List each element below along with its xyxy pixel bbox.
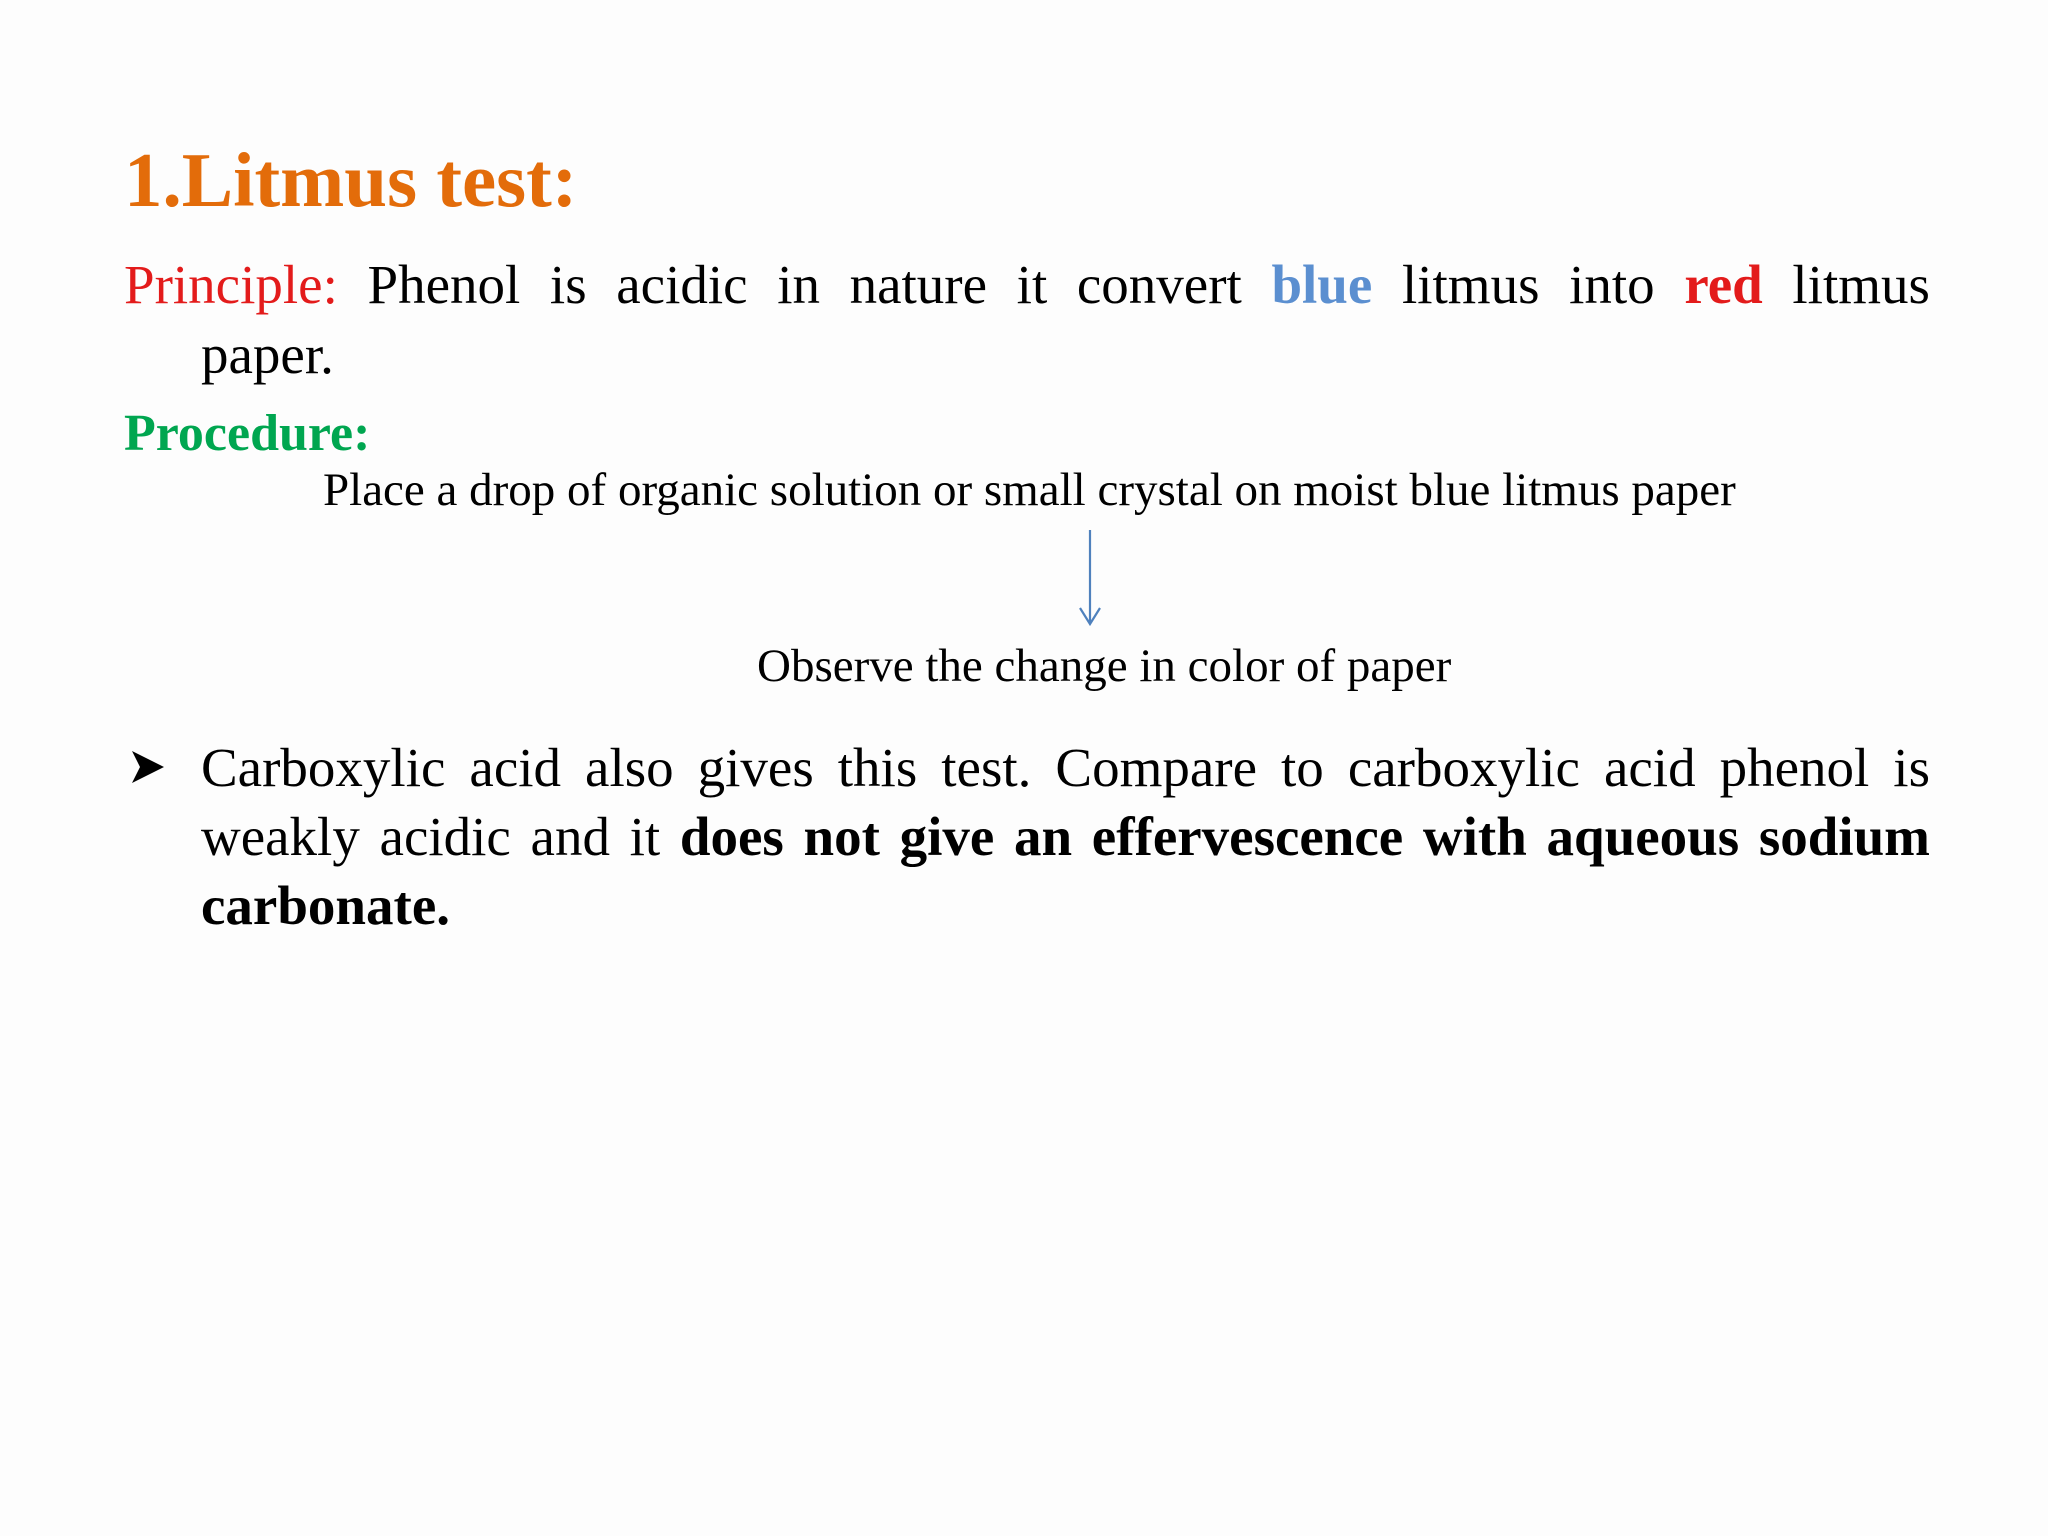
slide-title: 1.Litmus test: (124, 137, 578, 223)
procedure-step-1: Place a drop of organic solution or small crystal on moist blue litmus paper (323, 464, 1736, 516)
principle-word: Phenol (367, 254, 521, 315)
note-text (201, 733, 1930, 940)
principle-word: convert (1076, 254, 1242, 315)
principle-paragraph (124, 250, 1930, 390)
red-word: red (1684, 254, 1763, 315)
procedure-label: Procedure: (124, 405, 371, 462)
blue-word: blue (1271, 254, 1373, 315)
note-bullet (124, 733, 1930, 940)
down-arrow-icon (1075, 528, 1105, 628)
principle-word: into (1569, 254, 1655, 315)
principle-word: it (1016, 254, 1048, 315)
principle-word: in (777, 254, 820, 315)
principle-word: acidic (616, 254, 748, 315)
arrowhead-bullet-icon (128, 747, 168, 787)
principle-word: is (549, 254, 587, 315)
principle-word: litmus (1401, 254, 1540, 315)
principle-word: litmus (1792, 254, 1930, 315)
principle-line (124, 250, 1930, 320)
principle-word: nature (849, 254, 988, 315)
principle-continuation: paper. (201, 324, 334, 385)
principle-label: Principle: (124, 254, 338, 315)
procedure-step-2: Observe the change in color of paper (757, 640, 1452, 692)
note-plain-text: Carboxylic acid also gives this test. Compare to carboxylic acid phenol is weakly acidic and it (201, 737, 1930, 867)
note-bold-text: does not give an effervescence with aqueous sodium carbonate. (201, 806, 1930, 936)
